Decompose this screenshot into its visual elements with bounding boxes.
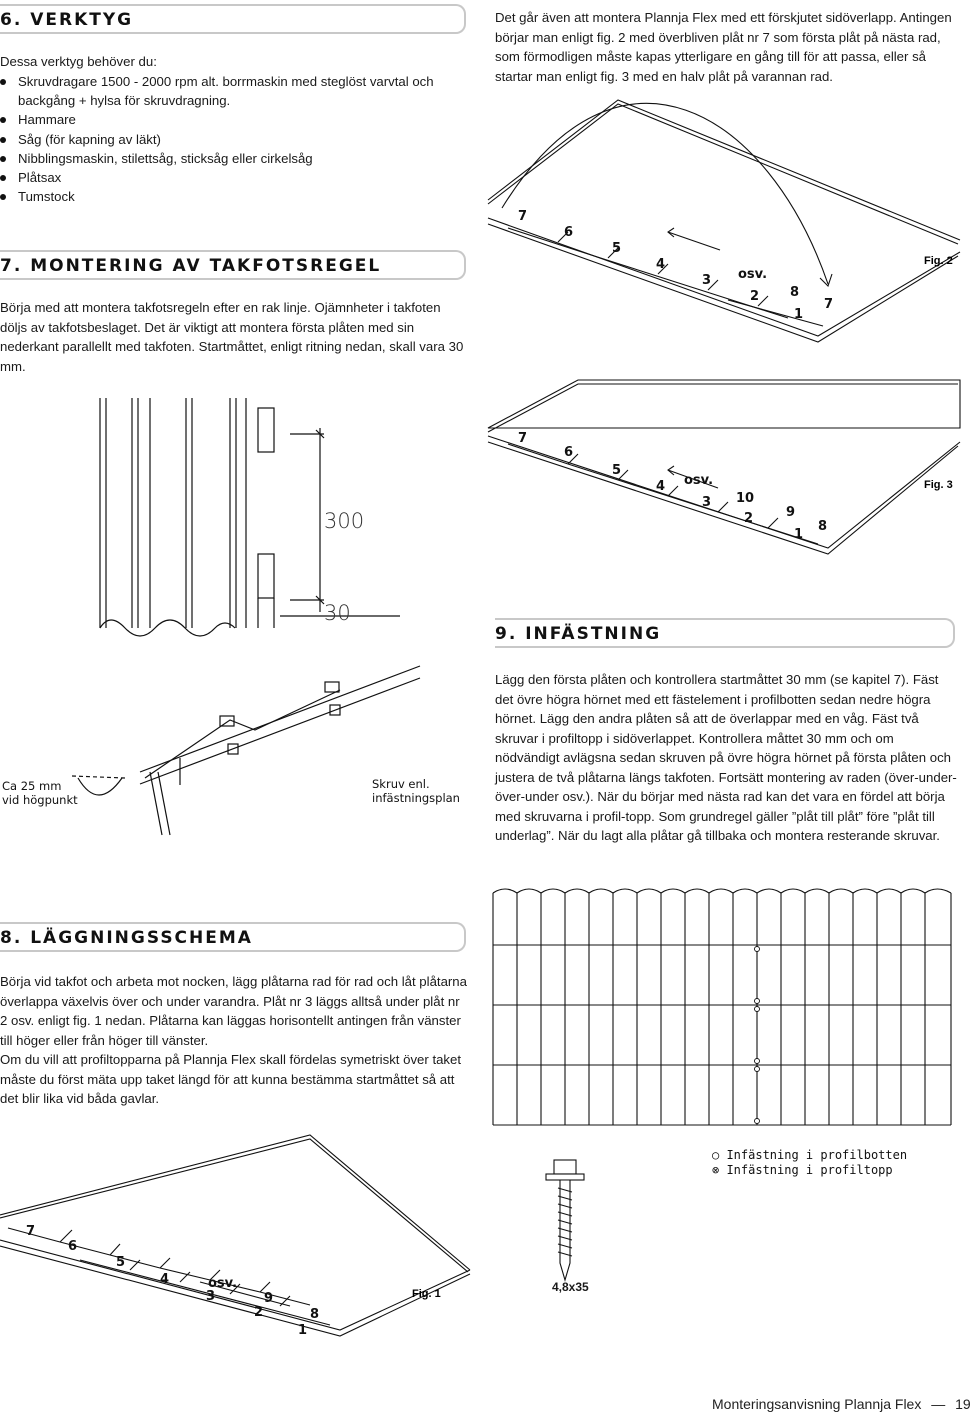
fig2-num: 8 xyxy=(790,285,800,300)
page-footer xyxy=(712,1396,971,1412)
legend-bottom-label: Infästning i profilbotten xyxy=(726,1148,908,1162)
screw-label-line2: infästningsplan xyxy=(372,791,460,805)
fig2-num: 2 xyxy=(750,289,760,304)
footer-separator: — xyxy=(931,1396,946,1412)
section-9-heading: 9. INFÄSTNING xyxy=(495,624,669,644)
fig3-num: 10 xyxy=(736,491,755,506)
fig1-num: 4 xyxy=(160,1272,170,1287)
tool-item: Hammare xyxy=(0,110,470,129)
fig1-num: 7 xyxy=(26,1224,36,1239)
section-7-paragraph: Börja med att montera takfotsregeln efter en rak linje. Ojämnheter i takfoten döljs av takfotsbeslaget. Det är viktigt att montera första plåten med sin nederkant parallellt med takfoten. Startmåttet, enligt ritning nedan, skall vara 30 mm. xyxy=(0,300,464,374)
fig-2 xyxy=(488,100,960,360)
fig-1 xyxy=(0,1120,480,1350)
start-measure-drawing xyxy=(80,388,400,638)
legend-item-top xyxy=(712,1163,907,1178)
fig1-osv: osv. xyxy=(208,1276,238,1291)
fig1-num: 2 xyxy=(254,1305,264,1320)
section-7-heading-bar xyxy=(0,250,466,280)
fig1-num: 1 xyxy=(298,1323,308,1338)
fig2-num: 4 xyxy=(656,257,666,272)
fig3-num: 3 xyxy=(702,495,712,510)
page-number: 19 xyxy=(955,1396,971,1412)
tool-item: Tumstock xyxy=(0,187,470,206)
section-8-paragraph-1: Börja vid takfot och arbeta mot nocken, lägg plåtarna rad för rad och låt plåtarna överlappa växelvis över och under varandra. Plåt nr 3 läggs alltså under plåt nr 2 osv. enligt fig. 1 nedan. Plåtarna kan läggas horisontellt antingen från vänster till höger eller från höger till vänster. xyxy=(0,974,467,1048)
fig1-num: 3 xyxy=(206,1289,216,1304)
screw-size-label: 4,8x35 xyxy=(552,1280,589,1294)
tools-intro: Dessa verktyg behöver du: xyxy=(0,54,157,69)
fig3-num: 2 xyxy=(744,511,754,526)
fig3-label: Fig. 3 xyxy=(924,479,953,491)
right-intro-paragraph: Det går även att montera Plannja Flex med ett förskjutet sidöverlapp. Antingen börjar man enligt fig. 2 med överbliven plåt nr 7 som första plåt på nästa rad, som förmodligen måste kapas ytterligare en gång till för att passa, eller så startar man enligt fig. 3 med en halv plåt på varannan rad. xyxy=(495,10,952,84)
tool-item: Skruvdragare 1500 - 2000 rpm alt. borrmaskin med steglöst varvtal och backgång + hylsa för skruvdragning. xyxy=(0,72,470,110)
section-9-heading-bar xyxy=(495,618,955,648)
eaves-section-drawing xyxy=(0,660,480,850)
tool-item: Såg (för kapning av läkt) xyxy=(0,130,470,149)
legend-top-label: Infästning i profiltopp xyxy=(726,1163,893,1177)
footer-title: Monteringsanvisning Plannja Flex xyxy=(712,1396,922,1412)
dim-300-label: 300 xyxy=(324,509,365,533)
fig1-num: 5 xyxy=(116,1255,126,1270)
section-8-heading-bar xyxy=(0,922,466,952)
fig2-osv: osv. xyxy=(738,267,768,282)
section-9-paragraph: Lägg den första plåten och kontrollera startmåttet 30 mm (se kapitel 7). Fäst det övre högra hörnet med ett fästelement i profilbotten sedan nedre högra hörnet. Lägg den andra plåten så att de överlappar med en våg. Fäst två skruvar i profiltopp i sidöverlappet. Kontrollera måttet 30 mm och om nödvändigt avlägsna sedan skruven på övre högra hörnet på första plåten och justera de två plåtarna längs takfoten. Fortsätt montering av raden (över-under-över-under osv.). När du börjar med nästa rad kan det vara en fördel att börja med skruvarna i profil-topp. Som grundregel gäller ”plåt till plåt” före ”plåt till underlag”. När du lagt alla plåtar gå tillbaka och montera resterande skruvar. xyxy=(495,672,957,843)
fig3-num: 4 xyxy=(656,479,666,494)
fig-3 xyxy=(488,378,960,578)
tool-item: Nibblingsmaskin, stilettsåg, sticksåg eller cirkelsåg xyxy=(0,149,470,168)
fig3-num: 8 xyxy=(818,519,828,534)
tool-item: Plåtsax xyxy=(0,168,470,187)
legend-item-bottom xyxy=(712,1148,907,1163)
fig3-num: 5 xyxy=(612,463,622,478)
fig1-label: Fig. 1 xyxy=(412,1288,441,1300)
fig2-num: 7 xyxy=(518,209,528,224)
fig2-num: 3 xyxy=(702,273,712,288)
fastening-legend xyxy=(712,1148,907,1178)
section-6-heading: 6. VERKTYG xyxy=(0,10,141,30)
gutter-label-line1: Ca 25 mm xyxy=(2,779,62,793)
section-7-heading: 7. MONTERING AV TAKFOTSREGEL xyxy=(0,256,389,276)
screw-drawing xyxy=(540,1158,590,1288)
fig3-num: 9 xyxy=(786,505,796,520)
fig3-osv: osv. xyxy=(684,473,714,488)
fig1-num: 6 xyxy=(68,1239,78,1254)
section-8-paragraph-2: Om du vill att profiltopparna på Plannja Flex skall fördelas symetriskt över taket måste du först mäta upp taket längd för att kunna bestämma startmåttet så att det blir lika vid båda gavlar. xyxy=(0,1052,462,1106)
circle-icon: ○ xyxy=(712,1148,727,1162)
section-6-heading-bar xyxy=(0,4,466,34)
fig1-num: 8 xyxy=(310,1307,320,1322)
fig3-num: 1 xyxy=(794,527,804,542)
screw-label-line1: Skruv enl. xyxy=(372,777,430,791)
fig2-num: 1 xyxy=(794,307,804,322)
fig3-num: 7 xyxy=(518,431,528,446)
fig2-label: Fig. 2 xyxy=(924,255,953,267)
fig2-num: 6 xyxy=(564,225,574,240)
fastening-plan-drawing xyxy=(485,885,960,1130)
fig3-num: 6 xyxy=(564,445,574,460)
fig1-num: 9 xyxy=(264,1291,274,1306)
dim-30-label: 30 xyxy=(324,601,351,625)
tools-list xyxy=(0,72,470,206)
section-8-paragraphs xyxy=(0,972,470,1109)
crossed-circle-icon: ⊗ xyxy=(712,1163,727,1177)
fig2-num: 7 xyxy=(824,297,834,312)
gutter-label-line2: vid högpunkt xyxy=(2,793,78,807)
section-8-heading: 8. LÄGGNINGSSCHEMA xyxy=(0,928,261,948)
fig2-num: 5 xyxy=(612,241,622,256)
